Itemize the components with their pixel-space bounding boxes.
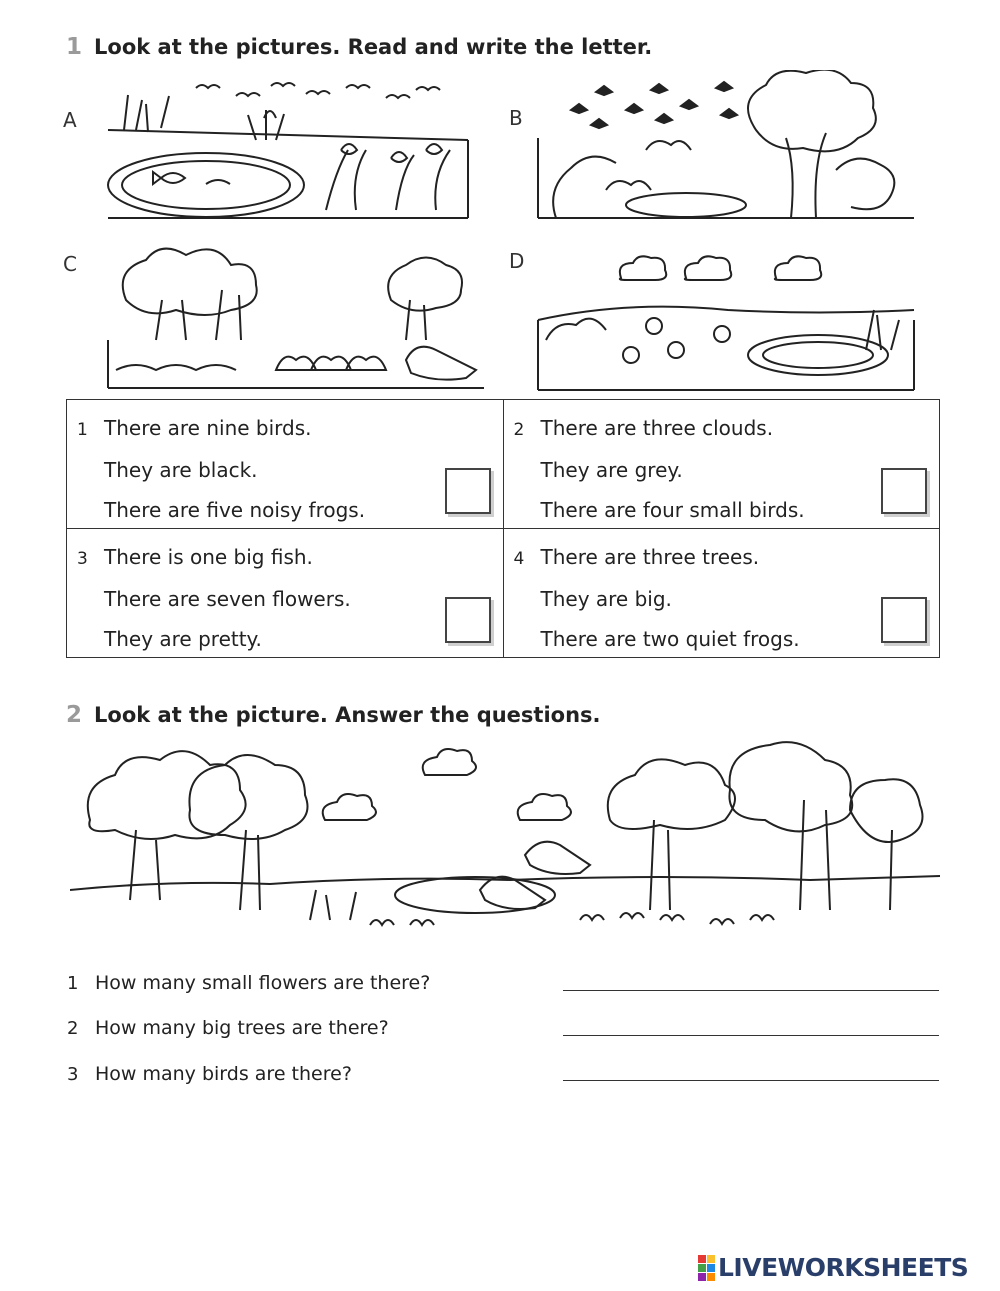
picture-letter-b: B — [509, 106, 523, 130]
item-line: There are nine birds. — [104, 416, 312, 440]
question-2 — [67, 1017, 389, 1039]
logo-square — [707, 1273, 715, 1281]
item-line: They are black. — [104, 458, 258, 482]
exercise-1-instruction: Look at the pictures. Read and write the letter. — [94, 35, 653, 59]
answer-box-4[interactable] — [881, 597, 927, 643]
answer-box-2[interactable] — [881, 468, 927, 514]
item-line: There is one big fish. — [104, 545, 313, 569]
exercise-1-table — [66, 399, 940, 658]
logo-square — [698, 1255, 706, 1263]
park-trees-birds-flowers-picture — [70, 740, 940, 945]
liveworksheets-brand — [698, 1253, 968, 1282]
item-number: 1 — [77, 420, 88, 440]
item-line: They are grey. — [540, 458, 683, 482]
question-text: How many birds are there? — [95, 1063, 352, 1085]
exercise-1-number: 1 — [66, 34, 83, 60]
pond-fish-flowers-birds-picture — [106, 80, 470, 220]
item-line: There are four small birds. — [540, 498, 805, 522]
item-number: 3 — [77, 549, 88, 569]
picture-letter-a: A — [63, 108, 77, 132]
question-text: How many big trees are there? — [95, 1017, 389, 1039]
item-line: There are three clouds. — [540, 416, 774, 440]
logo-square — [707, 1264, 715, 1272]
clouds-small-birds-pond-picture — [536, 250, 916, 392]
logo-square — [698, 1264, 706, 1272]
exercise-2-number: 2 — [66, 702, 83, 728]
item-line: They are big. — [540, 587, 672, 611]
answer-box-1[interactable] — [445, 468, 491, 514]
question-text: How many small flowers are there? — [95, 972, 431, 994]
logo-square — [698, 1273, 706, 1281]
liveworksheets-wordmark: LIVEWORKSHEETS — [718, 1253, 969, 1282]
exercise-1-item-3 — [67, 529, 504, 658]
question-number: 3 — [67, 1064, 79, 1085]
picture-letter-d: D — [509, 249, 525, 273]
exercise-1-heading — [66, 34, 652, 60]
logo-square — [707, 1255, 715, 1263]
exercise-1-item-2 — [503, 400, 940, 529]
answer-line-2[interactable] — [563, 1035, 939, 1036]
question-3 — [67, 1063, 352, 1085]
black-birds-frogs-tree-picture — [536, 70, 916, 220]
liveworksheets-logo-icon — [698, 1255, 715, 1281]
item-line: They are pretty. — [104, 627, 262, 651]
item-line: There are seven flowers. — [104, 587, 351, 611]
exercise-2-instruction: Look at the picture. Answer the questions. — [94, 703, 601, 727]
item-number: 2 — [513, 420, 525, 440]
exercise-1-item-1 — [67, 400, 504, 529]
question-number: 2 — [67, 1018, 79, 1039]
trees-frogs-bird-picture — [106, 240, 486, 390]
item-line: There are two quiet frogs. — [540, 627, 800, 651]
answer-line-3[interactable] — [563, 1080, 939, 1081]
item-line: There are five noisy frogs. — [104, 498, 366, 522]
exercise-1-item-4 — [503, 529, 940, 658]
question-number: 1 — [67, 973, 79, 994]
answer-box-3[interactable] — [445, 597, 491, 643]
item-line: There are three trees. — [540, 545, 760, 569]
item-number: 4 — [513, 549, 525, 569]
exercise-2-heading — [66, 702, 601, 728]
answer-line-1[interactable] — [563, 990, 939, 991]
question-1 — [67, 972, 430, 994]
picture-letter-c: C — [63, 252, 77, 276]
